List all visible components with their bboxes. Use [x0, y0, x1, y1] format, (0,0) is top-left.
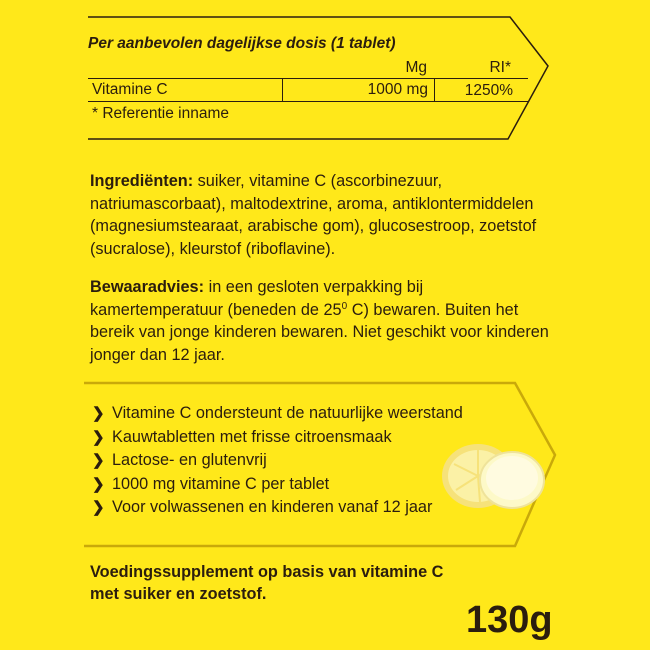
chevron-right-icon: ❯: [92, 475, 105, 493]
nutrient-ri: 1250%: [464, 81, 513, 99]
nutrition-footnote: * Referentie inname: [92, 104, 229, 122]
supplement-description: Voedingssupplement op basis van vitamine C met suiker en zoetstof.: [90, 563, 444, 603]
benefit-item: ❯ Vitamine C ondersteunt de natuurlijke weerstand: [92, 402, 463, 426]
col-ri: RI*: [489, 58, 511, 76]
chevron-right-icon: ❯: [92, 499, 105, 516]
benefit-item: ❯ Voor volwassenen en kinderen vanaf 12 jaar: [92, 496, 463, 520]
nutrient-name: Vitamine C: [88, 79, 283, 101]
ingredients-text: suiker, vitamine C (ascorbinezuur, natriumascorbaat), maltodextrine, aroma, antiklontermiddelen (magnesiumstearaat, arabische gom), glucosestroop, zoetstof (sucralose), kleurstof (riboflavine).: [90, 172, 537, 258]
ingredients-label: Ingrediënten:: [90, 172, 194, 190]
nutrition-columns: [88, 56, 528, 78]
net-weight: 130g: [466, 599, 553, 641]
ingredients-paragraph: [90, 170, 550, 260]
lemon-tablet-icon: [438, 432, 548, 512]
nutrition-table: [88, 30, 528, 124]
storage-degree: 0: [341, 300, 348, 312]
col-mg: Mg: [405, 58, 427, 76]
nutrition-heading: Per aanbevolen dagelijkse dosis (1 tablet): [88, 34, 396, 52]
storage-text-after: C) bewaren. Buiten het bereik van jonge kinderen bewaren. Niet geschikt voor kinderen jonger dan 12 jaar.: [90, 300, 549, 364]
benefits-list: [92, 402, 463, 520]
nutrient-amount: 1000 mg: [283, 79, 435, 101]
storage-label: Bewaaradvies:: [90, 278, 205, 296]
storage-paragraph: [90, 276, 550, 366]
chevron-right-icon: ❯: [92, 428, 105, 446]
chevron-right-icon: ❯: [92, 405, 105, 422]
storage-text-before: in een gesloten verpakking bij kamertemperatuur (beneden de 25: [90, 278, 424, 319]
chevron-right-icon: ❯: [92, 452, 105, 469]
benefit-item: ❯ Kauwtabletten met frisse citroensmaak: [92, 426, 463, 450]
benefit-item: ❯ 1000 mg vitamine C per tablet: [92, 473, 463, 497]
nutrition-row: [88, 78, 528, 102]
benefit-item: ❯ Lactose- en glutenvrij: [92, 449, 463, 473]
